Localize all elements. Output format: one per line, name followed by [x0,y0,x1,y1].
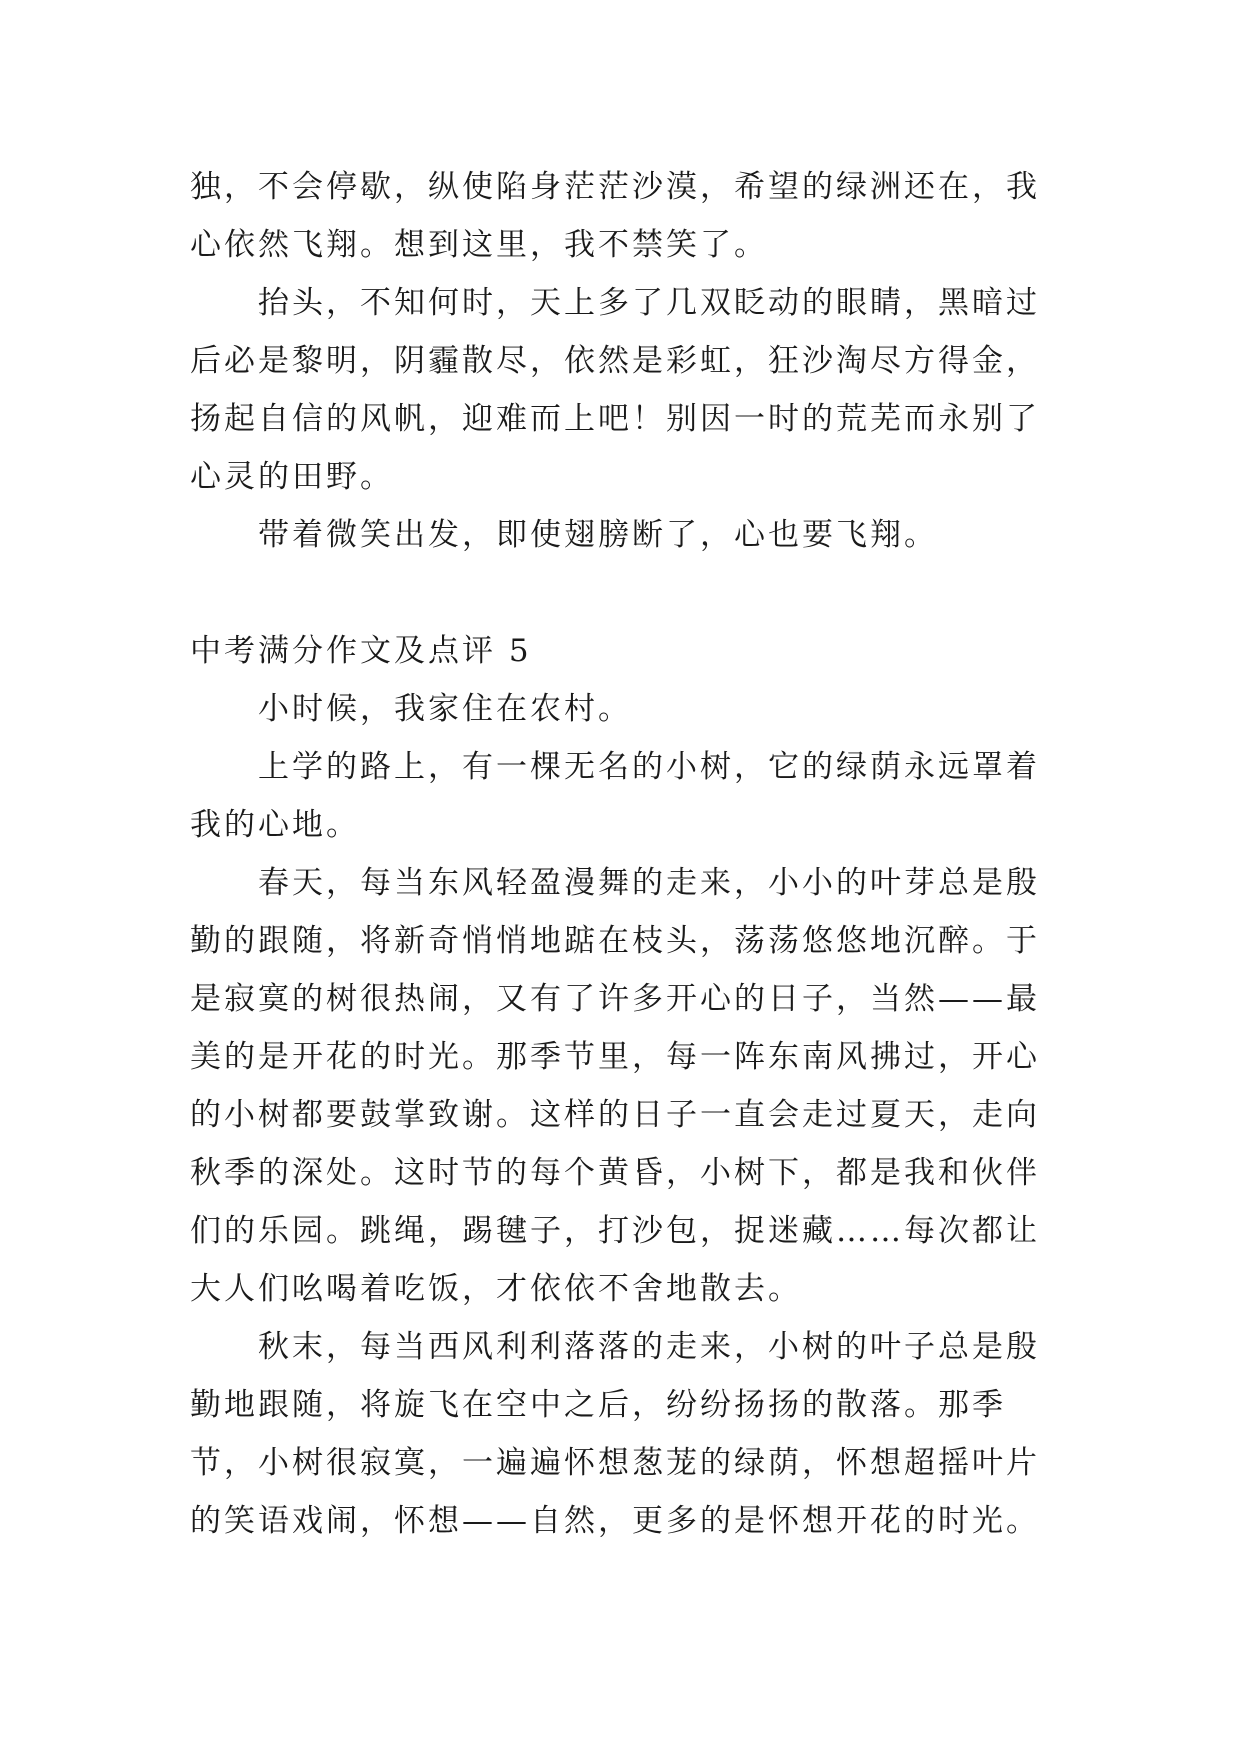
document-page [190,158,1060,1550]
paragraph: 上学的路上，有一棵无名的小树，它的绿荫永远罩着我的心地。 [190,749,1040,843]
paragraph: 小时候，我家住在农村。 [258,691,632,727]
paragraph: 带着微笑出发，即使翅膀断了，心也要飞翔。 [258,517,938,553]
section-heading: 中考满分作文及点评 5 [190,633,532,669]
paragraph: 春天，每当东风轻盈漫舞的走来，小小的叶芽总是殷勤的跟随，将新奇悄悄地踮在枝头，荡荡悠悠地沉醉。于是寂寞的树很热闹，又有了许多开心的日子，当然——最美的是开花的时光。那季节里，每一阵东南风拂过，开心的小树都要鼓掌致谢。这样的日子一直会走过夏天，走向秋季的深处。这时节的每个黄昏，小树下，都是我和伙伴们的乐园。跳绳，踢毽子，打沙包，捉迷藏……每次都让大人们吆喝着吃饭，才依依不舍地散去。 [190,865,1040,1307]
continuation-paragraph: 独，不会停歇，纵使陷身茫茫沙漠，希望的绿洲还在，我心依然飞翔。想到这里，我不禁笑了。 [190,169,1040,263]
paragraph: 抬头，不知何时，天上多了几双眨动的眼睛，黑暗过后必是黎明，阴霾散尽，依然是彩虹，狂沙淘尽方得金，扬起自信的风帆，迎难而上吧！别因一时的荒芜而永别了心灵的田野。 [190,285,1040,495]
paragraph: 秋末，每当西风利利落落的走来，小树的叶子总是殷勤地跟随，将旋飞在空中之后，纷纷扬扬的散落。那季节，小树很寂寞，一遍遍怀想葱茏的绿荫，怀想超摇叶片的笑语戏闹，怀想——自然，更多的是怀想开花的时光。 [190,1329,1040,1539]
section-gap [190,564,1060,622]
